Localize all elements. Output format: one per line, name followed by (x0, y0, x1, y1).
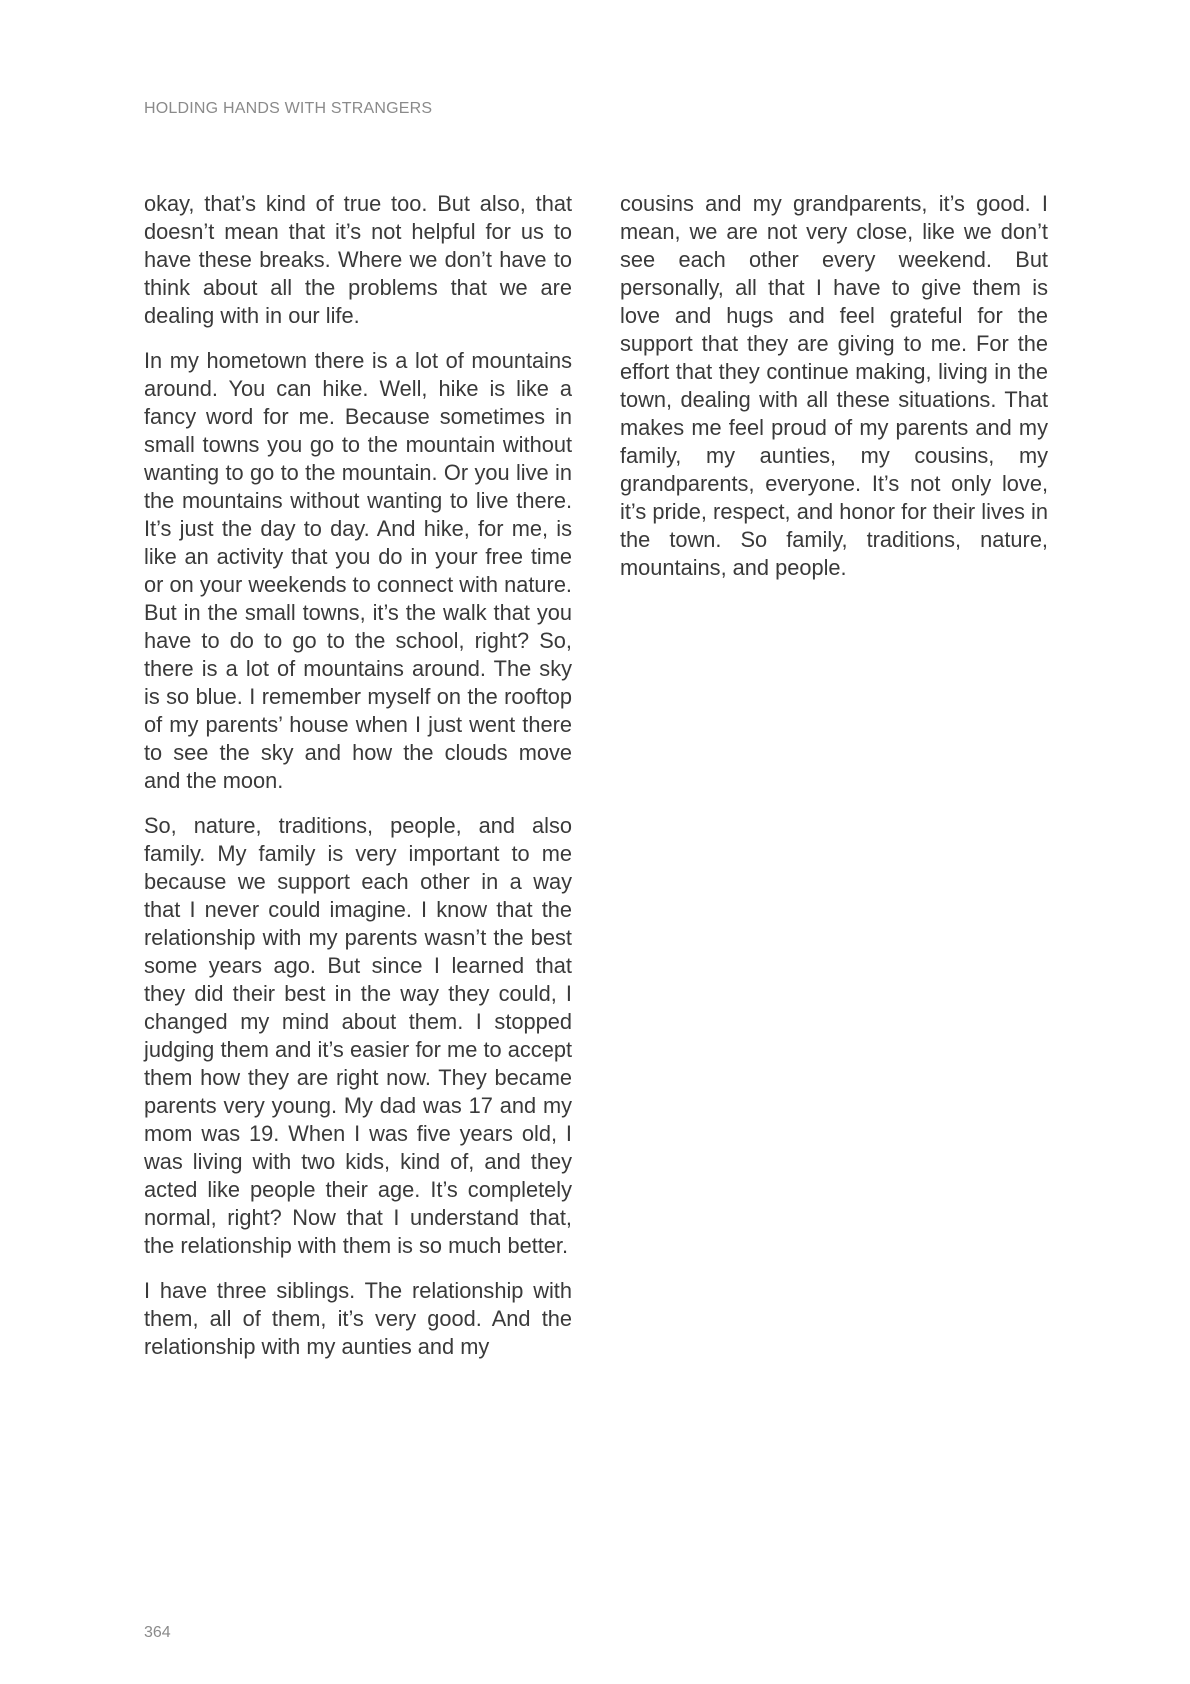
paragraph: okay, that’s kind of true too. But also, that doesn’t mean that it’s not helpful for us to have these breaks. Where we don’t have to think about all the problems that we are dealing with in our life. (144, 191, 572, 328)
paragraph: In my hometown there is a lot of mountains around. You can hike. Well, hike is like a fancy word for me. Because sometimes in small towns you go to the mountain without wanting to go to the mountain. Or you live in the mountains without wanting to live there. It’s just the day to day. And hike, for me, is like an activity that you do in your free time or on your weekends to connect with nature. But in the small towns, it’s the walk that you have to do to go to the school, right? So, there is a lot of mountains around. The sky is so blue. I remember myself on the rooftop of my parents’ house when I just went there to see the sky and how the clouds move and the moon. (144, 348, 572, 793)
left-column (144, 190, 572, 1378)
paragraph: So, nature, traditions, people, and also family. My family is very important to me because we support each other in a way that I never could imagine. I know that the relationship with my parents wasn’t the best some years ago. But since I learned that they did their best in the way they could, I changed my mind about them. I stopped judging them and it’s easier for me to accept them how they are right now. They became parents very young. My dad was 17 and my mom was 19. When I was five years old, I was living with two kids, kind of, and they acted like people their age. It’s completely normal, right? Now that I understand that, the relationship with them is so much better. (144, 813, 572, 1258)
page-number: 364 (144, 1624, 171, 1641)
paragraph: cousins and my grandparents, it’s good. I mean, we are not very close, like we don’t see each other every weekend. But personally, all that I have to give them is love and hugs and feel grateful for the support that they are giving to me. For the effort that they continue making, living in the town, dealing with all these situations. That makes me feel proud of my parents and my family, my aunties, my cousins, my grandparents, everyone. It’s not only love, it’s pride, respect, and honor for their lives in the town. So family, traditions, nature, mountains, and people. (620, 191, 1048, 580)
running-header: HOLDING HANDS WITH STRANGERS (144, 100, 433, 117)
right-column (620, 190, 1048, 599)
paragraph: I have three siblings. The relationship with them, all of them, it’s very good. And the relationship with my aunties and my (144, 1278, 572, 1359)
